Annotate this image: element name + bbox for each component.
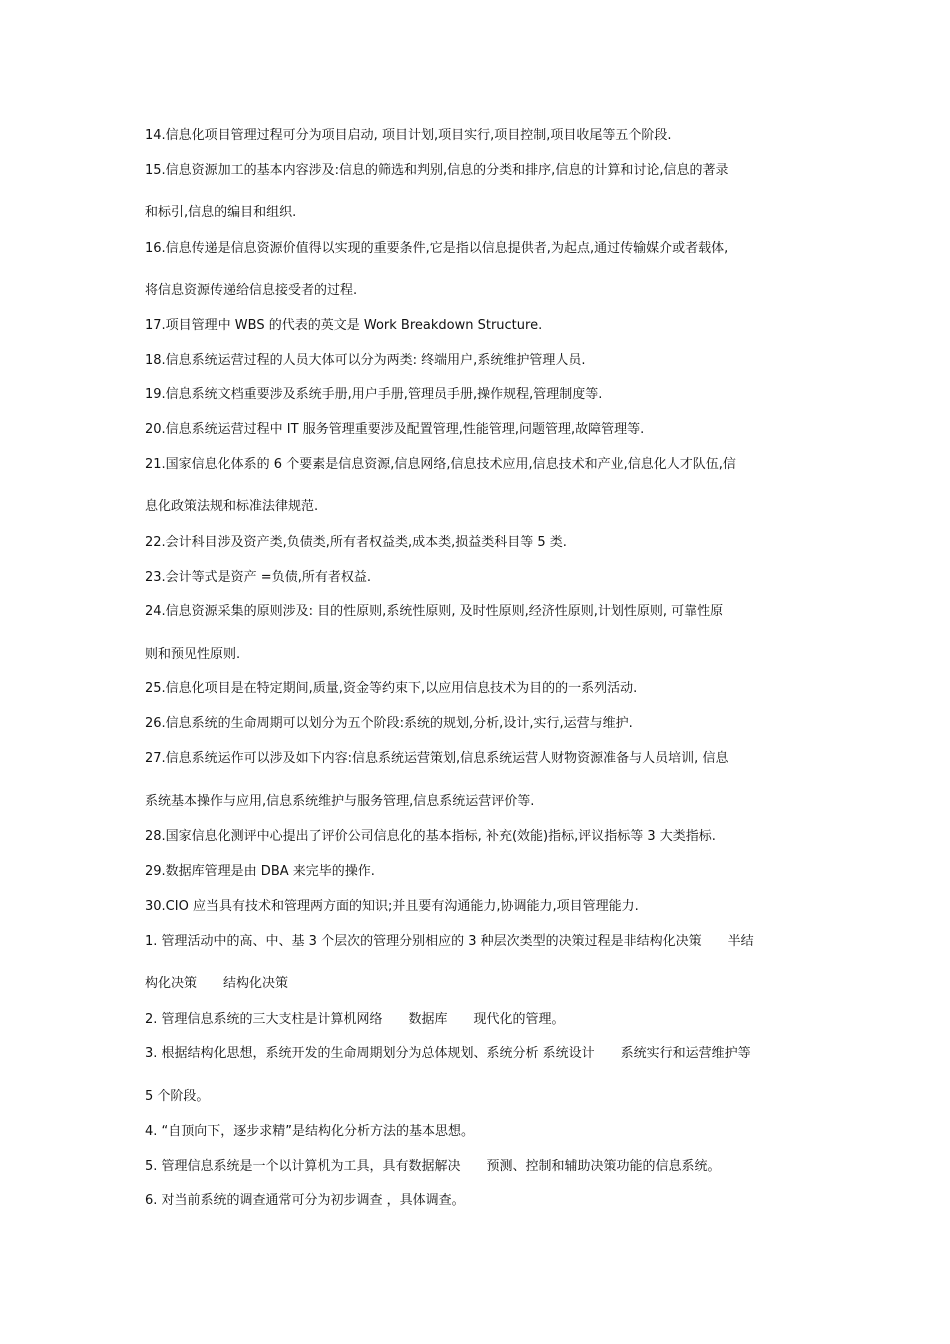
text-line: 30.CIO 应当具有技术和管理两方面的知识;并且要有沟通能力,协调能力,项目管理能力.: [145, 899, 639, 914]
text-line: 系统基本操作与应用,信息系统维护与服务管理,信息系统运营评价等.: [145, 794, 535, 809]
text-line: 1. 管理活动中的高、中、基 3 个层次的管理分别相应的 3 种层次类型的决策过程是非结构化决策 半结: [145, 934, 754, 949]
text-line: 23.会计等式是资产 =负债,所有者权益.: [145, 570, 371, 585]
text-line: 24.信息资源采集的原则涉及: 目的性原则,系统性原则, 及时性原则,经济性原则,计划性原则, 可靠性原: [145, 604, 724, 619]
text-line: 28.国家信息化测评中心提出了评价公司信息化的基本指标, 补充(效能)指标,评议指标等 3 大类指标.: [145, 829, 716, 844]
text-line: 26.信息系统的生命周期可以划分为五个阶段:系统的规划,分析,设计,实行,运营与维护.: [145, 716, 633, 731]
text-line: 22.会计科目涉及资产类,负债类,所有者权益类,成本类,损益类科目等 5 类.: [145, 535, 567, 550]
text-line: 3. 根据结构化思想，系统开发的生命周期划分为总体规划、系统分析 系统设计 系统实行和运营维护等: [145, 1046, 751, 1061]
text-line: 15.信息资源加工的基本内容涉及:信息的筛选和判别,信息的分类和排序,信息的计算和讨论,信息的著录: [145, 163, 729, 178]
text-line: 5 个阶段。: [145, 1089, 210, 1104]
text-line: 17.项目管理中 WBS 的代表的英文是 Work Breakdown Structure.: [145, 318, 543, 333]
text-line: 和标引,信息的编目和组织.: [145, 205, 297, 220]
text-line: 6. 对当前系统的调查通常可分为初步调查 ，具体调查。: [145, 1193, 465, 1208]
text-line: 19.信息系统文档重要涉及系统手册,用户手册,管理员手册,操作规程,管理制度等.: [145, 387, 603, 402]
text-line: 将信息资源传递给信息接受者的过程.: [145, 283, 358, 298]
text-line: 27.信息系统运作可以涉及如下内容:信息系统运营策划,信息系统运营人财物资源准备与人员培训, 信息: [145, 751, 729, 766]
text-line: 4. “自顶向下，逐步求精”是结构化分析方法的基本思想。: [145, 1124, 475, 1139]
text-line: 20.信息系统运营过程中 IT 服务管理重要涉及配置管理,性能管理,问题管理,故障管理等.: [145, 422, 645, 437]
text-line: 29.数据库管理是由 DBA 来完毕的操作.: [145, 864, 375, 879]
text-line: 则和预见性原则.: [145, 647, 241, 662]
text-line: 18.信息系统运营过程的人员大体可以分为两类: 终端用户,系统维护管理人员.: [145, 353, 586, 368]
text-line: 息化政策法规和标准法律规范.: [145, 499, 319, 514]
text-line: 14.信息化项目管理过程可分为项目启动, 项目计划,项目实行,项目控制,项目收尾等五个阶段.: [145, 128, 672, 143]
text-line: 5. 管理信息系统是一个以计算机为工具，具有数据解决 预测、控制和辅助决策功能的信息系统。: [145, 1159, 721, 1174]
text-line: 构化决策 结构化决策: [145, 976, 289, 991]
text-line: 21.国家信息化体系的 6 个要素是信息资源,信息网络,信息技术应用,信息技术和产业,信息化人才队伍,信: [145, 457, 736, 472]
text-line: 16.信息传递是信息资源价值得以实现的重要条件,它是指以信息提供者,为起点,通过传输媒介或者载体,: [145, 241, 729, 256]
text-line: 2. 管理信息系统的三大支柱是计算机网络 数据库 现代化的管理。: [145, 1012, 565, 1027]
text-line: 25.信息化项目是在特定期间,质量,资金等约束下,以应用信息技术为目的的一系列活动.: [145, 681, 638, 696]
